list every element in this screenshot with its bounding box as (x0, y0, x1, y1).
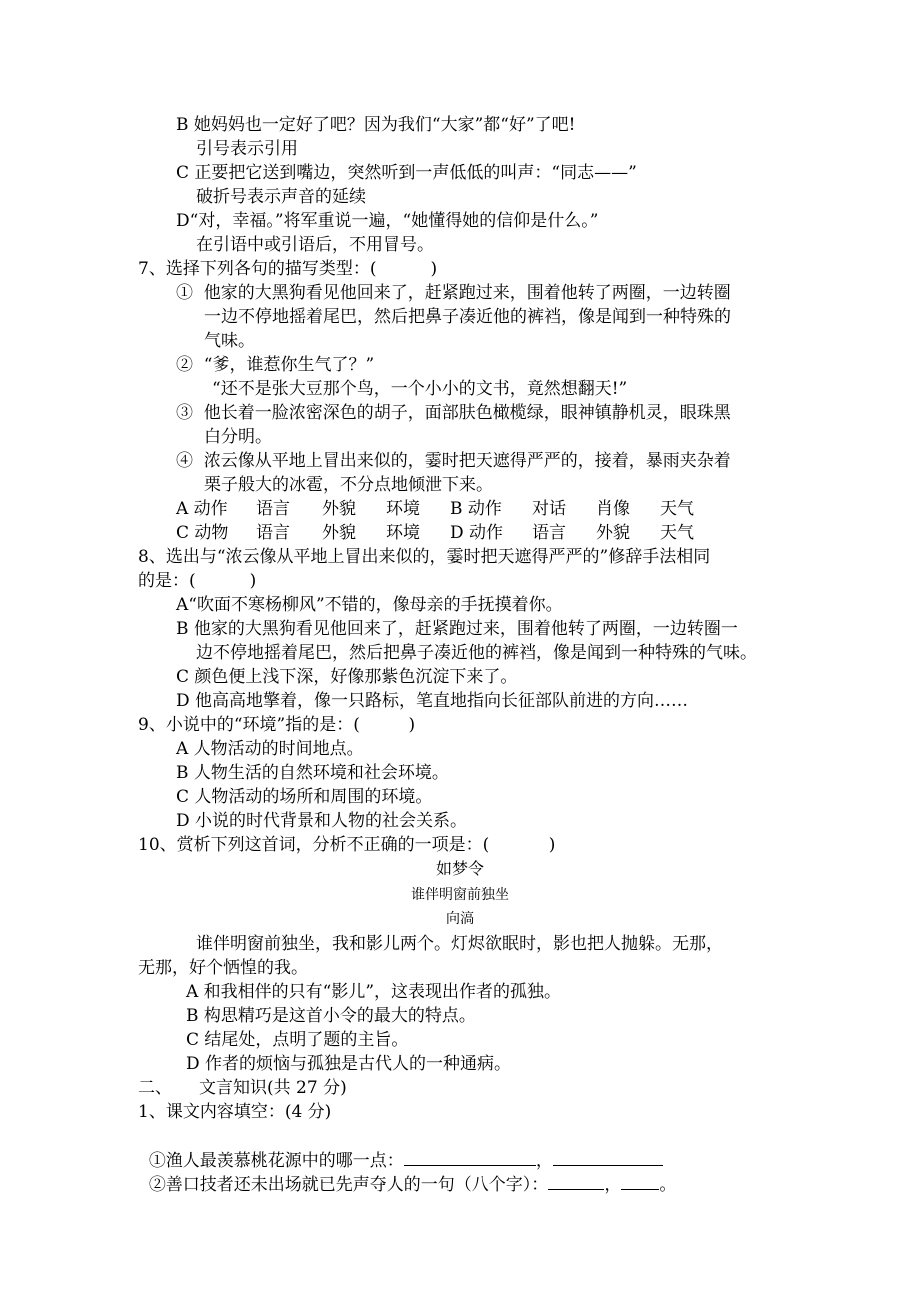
q9-option-a: A 人物活动的时间地点。 (176, 739, 364, 759)
q9-option-b: B 人物生活的自然环境和社会环境。 (176, 763, 449, 783)
q7-sentence-3-line-2: 白分明。 (204, 427, 272, 447)
fill-item-2-end: 。 (659, 1175, 677, 1195)
q7-option-cell: 外貌 (596, 523, 630, 543)
q10-option-a: A 和我相伴的只有“影儿”，这表现出作者的孤独。 (186, 982, 562, 1002)
q8-option-a: A“吹面不寒杨柳风”不错的，像母亲的手抚摸着你。 (176, 595, 563, 615)
q7-sentence-1-line-2: 一边不停地摇着尾巴，然后把鼻子凑近他的裤裆，像是闻到一种特殊的 (204, 307, 731, 327)
fill-item-2-text: ②善口技者还未出场就已先声夺人的一句（八个字）： (148, 1175, 549, 1195)
q6-option-d-note: 在引语中或引语后，不用冒号。 (196, 235, 434, 255)
q10-option-c: C 结尾处，点明了题的主旨。 (186, 1030, 409, 1050)
q9-option-d: D 小说的时代背景和人物的社会关系。 (176, 811, 468, 831)
q8-option-b-line-2: 边不停地摇着尾巴，然后把鼻子凑近他的裤裆，像是闻到一种特殊的气味。 (196, 643, 757, 663)
q7-option-cell: C 动物 (176, 523, 229, 543)
q8-stem-line-2: 的是：( ) (138, 571, 257, 591)
fill-item-1-separator: ， (535, 1151, 553, 1171)
q8-option-b-line-1: B 他家的大黑狗看见他回来了，赶紧跑过来，围着他转了两圈，一边转圈一 (176, 619, 738, 639)
q7-sentence-2-line-1: ② “爹，谁惹你生气了？” (176, 355, 375, 375)
poem-title: 如梦令 (435, 859, 484, 878)
q7-option-cell: 天气 (660, 523, 694, 543)
q7-sentence-4-line-1: ④ 浓云像从平地上冒出来似的，霎时把天遮得严严的，接着，暴雨夹杂着 (176, 451, 731, 471)
q10-option-b: B 构思精巧是这首小令的最大的特点。 (186, 1006, 476, 1026)
q7-options-row-2 (176, 522, 720, 544)
q8-stem-line-1: 8、选出与“浓云像从平地上冒出来似的，霎时把天遮得严严的”修辞手法相同 (138, 547, 711, 567)
q10-option-d: D 作者的烦恼与孤独是古代人的一种通病。 (186, 1054, 512, 1074)
poem-author: 向滈 (446, 911, 474, 927)
q8-option-d: D 他高高地擎着，像一只路标，笔直地指向长征部队前进的方向…… (176, 691, 689, 711)
q9-option-c: C 人物活动的场所和周围的环境。 (176, 787, 433, 807)
fill-item-1-text: ①渔人最羡慕桃花源中的哪一点： (148, 1151, 404, 1171)
q6-option-d: D“对，幸福。”将军重说一遍，“她懂得她的信仰是什么。” (176, 211, 599, 231)
q7-option-cell: 外貌 (322, 499, 356, 519)
q7-sentence-4-line-2: 栗子般大的冰雹，不分点地倾泄下来。 (204, 475, 493, 495)
q7-sentence-3-line-1: ③ 他长着一脸浓密深色的胡子，面部肤色橄榄绿，眼神镇静机灵，眼珠黑 (176, 403, 731, 423)
q7-sentence-1-line-1: ① 他家的大黑狗看见他回来了，赶紧跑过来，围着他转了两圈，一边转圈 (176, 283, 731, 303)
q7-option-cell: 语言 (532, 523, 566, 543)
poem-body-line-1: 谁伴明窗前独坐，我和影儿两个。灯烬欲眠时，影也把人抛躲。无那， (196, 934, 723, 954)
fill-item-2 (138, 1149, 676, 1196)
q7-option-cell: 环境 (386, 523, 420, 543)
q7-stem: 7、选择下列各句的描写类型：( ) (138, 259, 438, 279)
section-2-heading: 二、 文言知识(共 27 分) (138, 1078, 347, 1098)
poem-subtitle: 谁伴明窗前独坐 (411, 887, 509, 903)
q8-option-c: C 颜色便上浅下深，好像那紫色沉淀下来了。 (176, 667, 518, 687)
q7-option-cell: 语言 (256, 499, 290, 519)
q7-option-cell: 对话 (532, 499, 566, 519)
q7-option-cell: 天气 (660, 499, 694, 519)
q7-option-cell: D 动作 (450, 523, 504, 543)
q7-option-cell: A 动作 (176, 499, 228, 519)
q7-option-cell: 语言 (256, 523, 290, 543)
q7-sentence-1-line-3: 气味。 (204, 331, 255, 351)
q6-option-c: C 正要把它送到嘴边，突然听到一声低低的叫声：“同志——” (176, 163, 637, 183)
q7-options-row-1 (176, 498, 720, 520)
q6-option-b-note: 引号表示引用 (196, 139, 298, 159)
q10-stem: 10、赏析下列这首词，分析不正确的一项是：( ) (138, 835, 556, 855)
q7-option-cell: B 动作 (450, 499, 502, 519)
q9-stem: 9、小说中的“环境”指的是：( ) (138, 715, 416, 735)
answer-blank-3[interactable] (548, 1171, 604, 1190)
fill-item-2-separator: ， (604, 1175, 622, 1195)
section-2-question-1: 1、课文内容填空：(4 分) (138, 1102, 332, 1122)
q6-option-c-note: 破折号表示声音的延续 (196, 187, 366, 207)
q7-sentence-2-line-2: “还不是张大豆那个鸟，一个小小的文书，竟然想翻天!” (212, 379, 628, 399)
q7-option-cell: 环境 (386, 499, 420, 519)
q7-option-cell: 肖像 (596, 499, 630, 519)
poem-body-line-2: 无那，好个恓惶的我。 (138, 958, 308, 978)
q7-option-cell: 外貌 (322, 523, 356, 543)
answer-blank-4[interactable] (621, 1171, 659, 1190)
q6-option-b: B 她妈妈也一定好了吧？因为我们“大家”都“好”了吧! (176, 115, 576, 135)
